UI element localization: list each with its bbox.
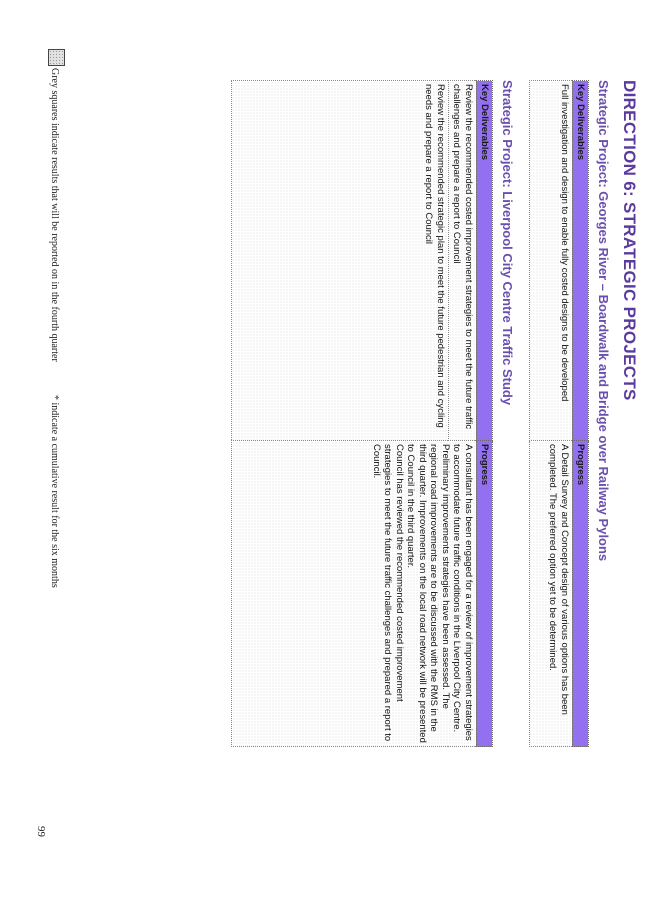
table-row [449,81,477,747]
progress-text: Council has reviewed the recommended costed improvement strategies to meet the future traffic challenges and prepared a report to Council. [371,444,405,742]
deliverable-cell: Full investigation and design to enable fully costed designs to be developed [530,81,573,441]
column-header-progress: Progress [477,441,493,747]
progress-text: Preliminary improvements strategies have been assessed. The regional road improvements are to be discussed with the RMS in the third quarter. Improvements on the local road network will be presented to Council in the third quarter. [405,444,451,743]
georges-river-table [529,80,589,747]
page-title: DIRECTION 6: STRATEGIC PROJECTS [620,80,639,401]
column-header-deliverables: Key Deliverables [573,81,589,441]
grey-square-icon [48,49,65,66]
footnote-grey-squares [49,68,60,362]
footnote-cumulative: * indicate a cumulative result for the six months [49,395,60,588]
column-header-deliverables: Key Deliverables [477,81,493,441]
table-header-row [573,81,589,747]
progress-text: A Detail Survey and Concept design of various options has been completed. The preferred option yet to be determined. [547,444,570,715]
liverpool-traffic-table [231,80,493,747]
project-title-liverpool-traffic: Strategic Project: Liverpool City Centre Traffic Study [500,80,515,406]
project-title-georges-river: Strategic Project: Georges River – Boardwalk and Bridge over Railway Pylons [596,80,611,562]
progress-cell [530,441,573,747]
table-header-row [477,81,493,747]
footnote-grey-text: Grey squares indicate results that will be reported on in the fourth quarter [49,68,60,362]
deliverable-cell: Review the recommended strategic plan to meet the future pedestrian and cycling needs and prepare a report to Council [232,81,449,441]
page-number: 99 [35,826,47,837]
column-header-progress: Progress [573,441,589,747]
progress-cell [232,441,477,747]
progress-text: A consultant has been engaged for a review of improvement strategies to accommodate future traffic conditions in the Liverpool City Centre. [451,444,474,741]
table-row [530,81,573,747]
deliverable-cell: Review the recommended costed improvement strategies to meet the future traffic challenges and prepare a report to Council [449,81,477,441]
